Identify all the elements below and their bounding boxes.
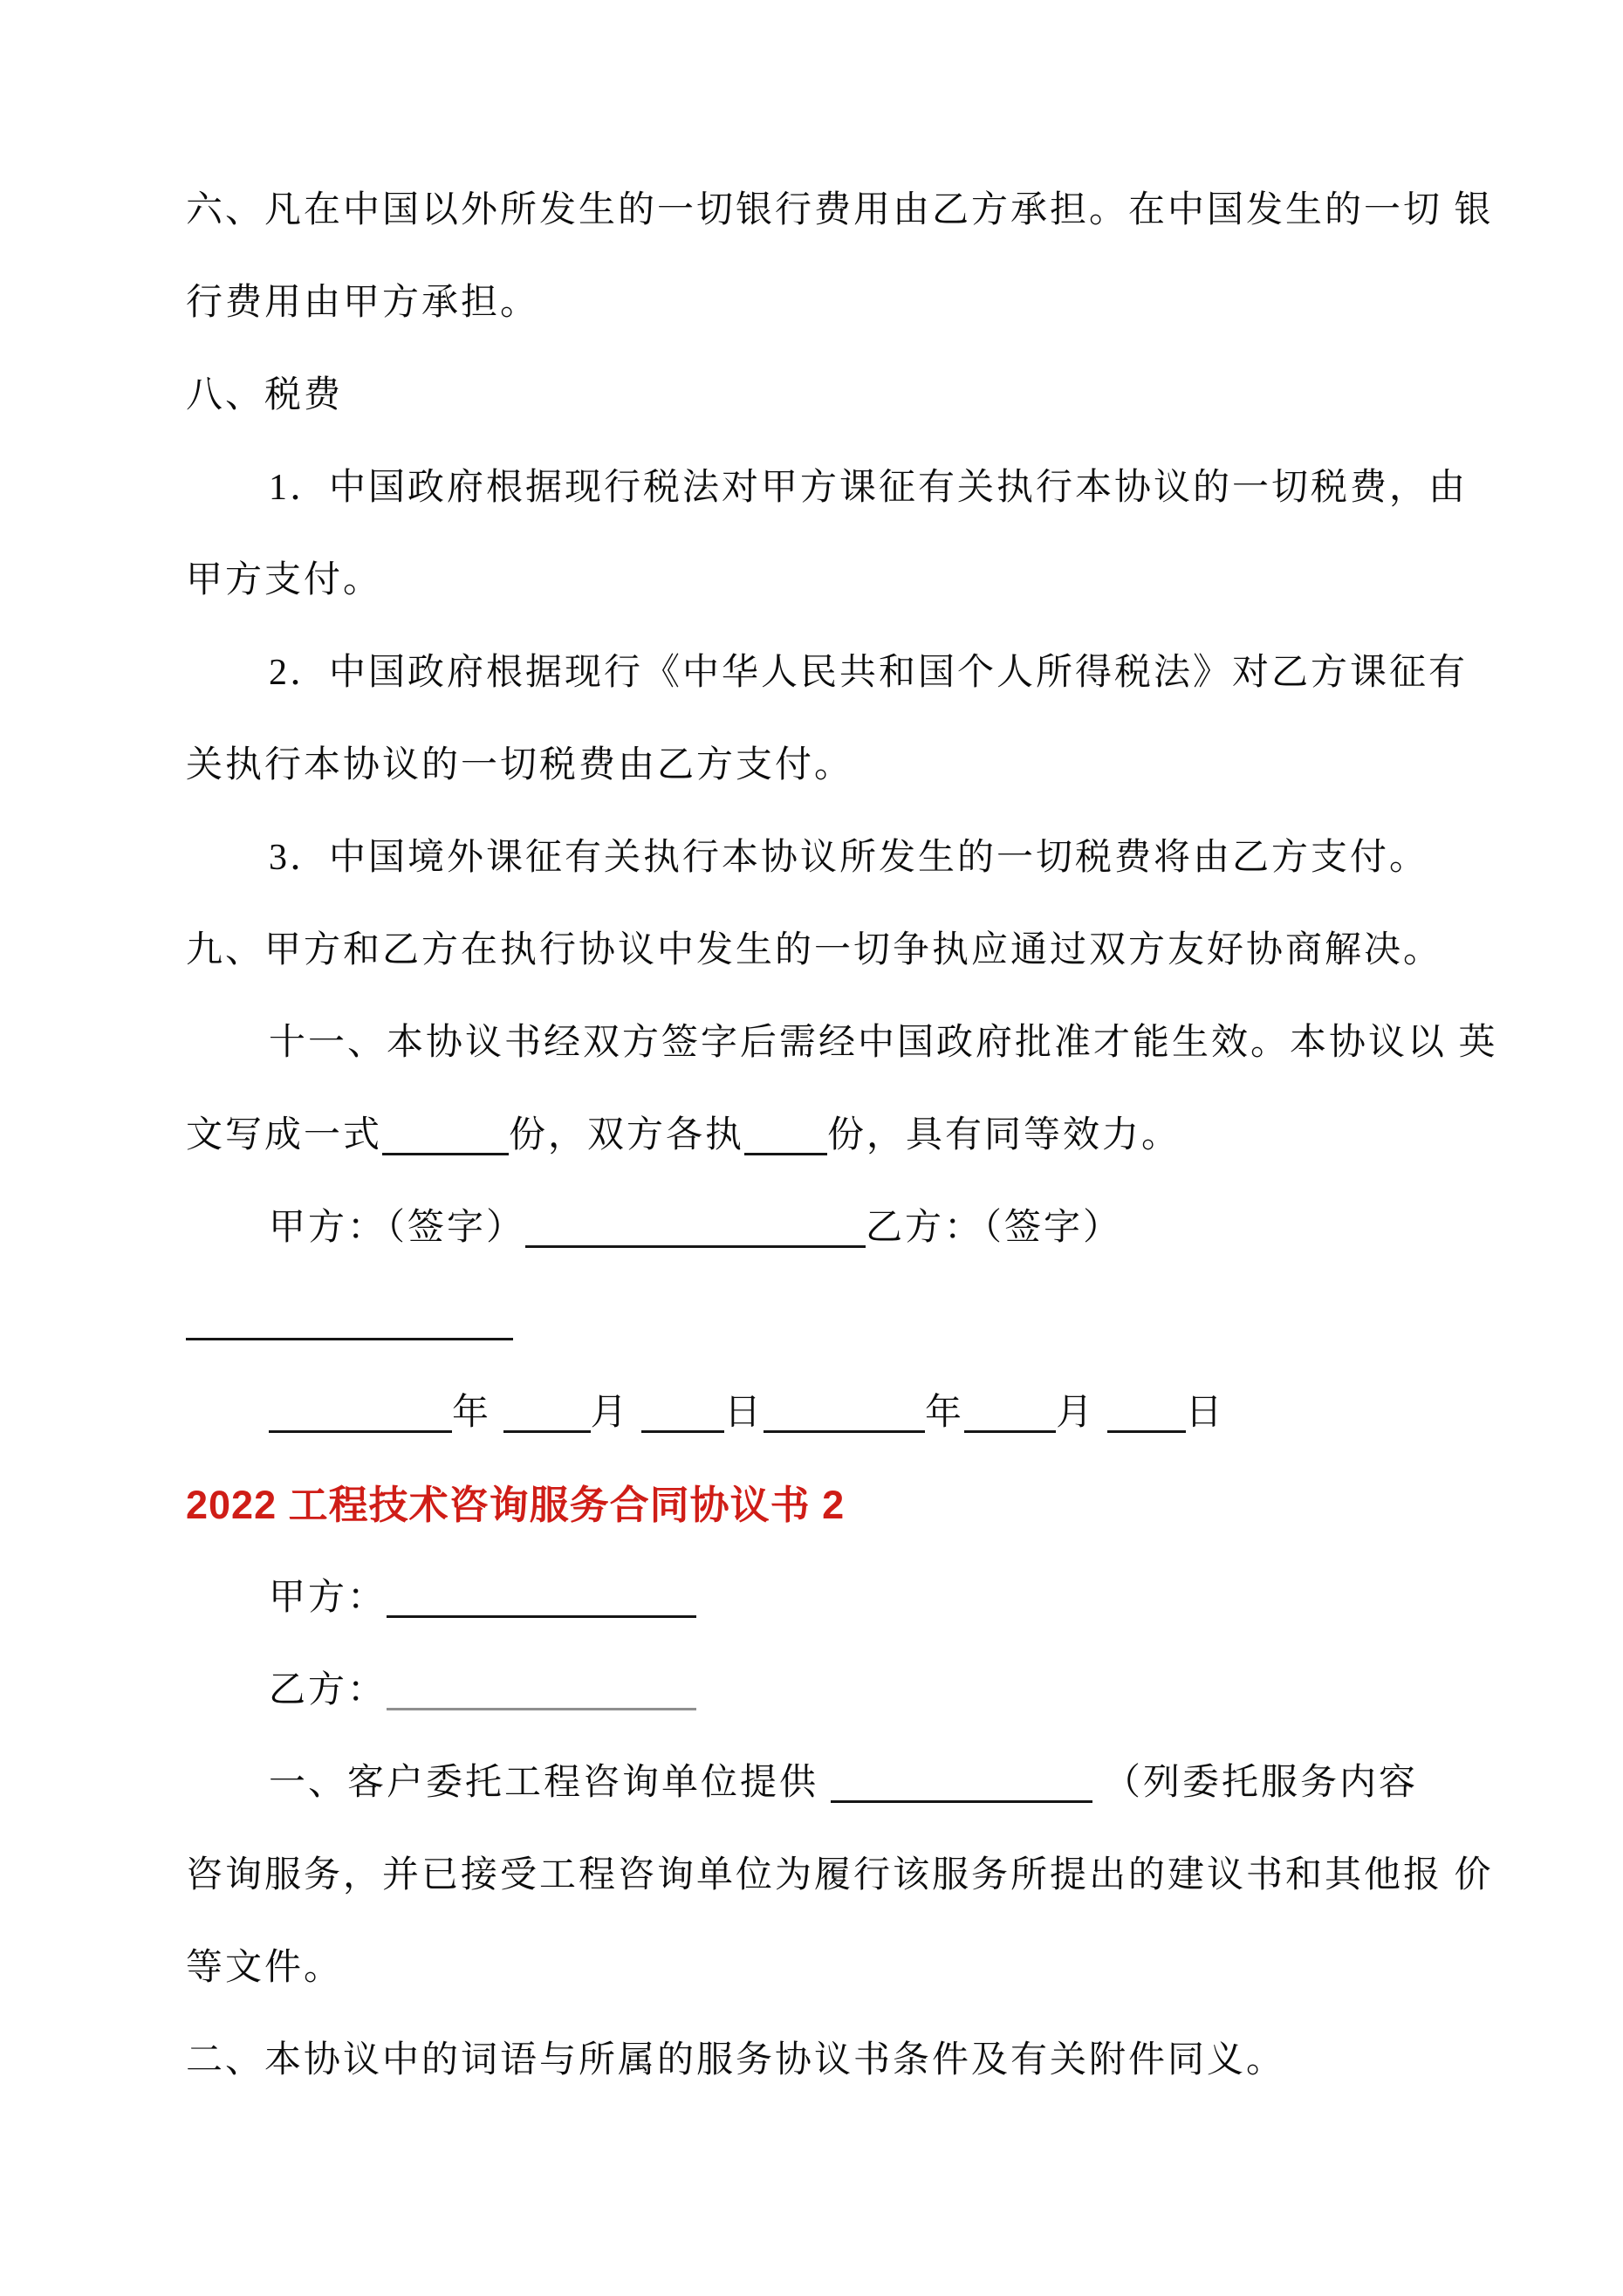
blank-underline [831, 1766, 1092, 1803]
date-line-text-1: 年 [452, 1393, 503, 1433]
clause-6-line2-text-0: 行费用由甲方承担。 [186, 283, 540, 323]
clause-1-line1-text-2: （列委托服务内容 [1092, 1763, 1419, 1803]
blank-underline [964, 1396, 1056, 1433]
date-line-text-11: 日 [1185, 1393, 1225, 1433]
clause-8-item2-line1-text-0: 2．中国政府根据现行《中华人民共和国个人所得税法》对乙方课征有 [269, 653, 1469, 693]
clause-6-line1-text-0: 六、凡在中国以外所发生的一切银行费用由乙方承担。在中国发生的一切 银 [186, 190, 1494, 230]
clause-8-item3 [186, 812, 1527, 904]
blank-underline [525, 1211, 866, 1248]
blank-underline [387, 1581, 696, 1618]
clause-11-line1 [186, 997, 1527, 1089]
blank-underline [186, 1304, 513, 1340]
blank-underline [387, 1674, 696, 1710]
party-b-line-text-0: 乙方： [269, 1670, 387, 1710]
date-line-text-3: 月 [590, 1393, 642, 1433]
clause-1-line2 [186, 1829, 1527, 1922]
date-line [186, 1367, 1527, 1459]
clause-8-item2-line2-text-0: 关执行本协议的一切税费由乙方支付。 [186, 745, 854, 785]
signature-line-text-0: 甲方：（签字） [269, 1208, 526, 1248]
signature-line [186, 1182, 1527, 1274]
clause-8-item1-line1 [186, 442, 1527, 534]
date-line-text-5: 日 [724, 1393, 764, 1433]
clause-11-line2-text-0: 文写成一式 [186, 1115, 383, 1155]
blank-underline [764, 1396, 925, 1433]
clause-8-item2-line2 [186, 719, 1527, 812]
clause-1-line2-text-0: 咨询服务，并已接受工程咨询单位为履行该服务所提出的建议书和其他报 价 [186, 1855, 1494, 1895]
clause-8-item1-line2 [186, 534, 1527, 627]
blank-underline [382, 1119, 509, 1155]
party-a-line [186, 1552, 1527, 1644]
section2-title-text-0: 2022 工程技术咨询服务合同协议书 2 [186, 1483, 846, 1527]
blank-underline [744, 1119, 827, 1155]
clause-8-item1-line1-text-0: 1．中国政府根据现行税法对甲方课征有关执行本协议的一切税费，由 [269, 468, 1469, 508]
clause-8-item2-line1 [186, 627, 1527, 719]
party-b-line [186, 1644, 1527, 1737]
date-line-text-7: 年 [925, 1393, 965, 1433]
signature-line-text-2: 乙方：（签字） [866, 1208, 1123, 1248]
clause-8-heading [186, 349, 1527, 442]
clause-9 [186, 904, 1527, 997]
clause-2-text-0: 二、本协议中的词语与所属的服务协议书条件及有关附件同义。 [186, 2040, 1286, 2080]
clause-8-item1-line2-text-0: 甲方支付。 [186, 560, 383, 600]
clause-1-line3-text-0: 等文件。 [186, 1948, 344, 1988]
party-a-line-text-0: 甲方： [269, 1578, 387, 1618]
blank-underline [503, 1396, 591, 1433]
clause-1-line3 [186, 1922, 1527, 2014]
section2-title [186, 1459, 1527, 1552]
blank-underline [641, 1396, 724, 1433]
blank-underline [269, 1396, 452, 1433]
clause-9-text-0: 九、甲方和乙方在执行协议中发生的一切争执应通过双方友好协商解决。 [186, 930, 1443, 970]
blank-underline [1107, 1396, 1186, 1433]
clause-8-heading-text-0: 八、税费 [186, 375, 344, 415]
clause-11-line2-text-2: 份，双方各执 [509, 1115, 745, 1155]
clause-2 [186, 2014, 1527, 2107]
clause-1-line1 [186, 1737, 1527, 1829]
clause-1-line1-text-0: 一、客户委托工程咨询单位提供 [269, 1763, 831, 1803]
clause-11-line1-text-0: 十一、本协议书经双方签字后需经中国政府批准才能生效。本协议以 英 [269, 1023, 1498, 1063]
clause-11-line2 [186, 1089, 1527, 1182]
signature-underline [186, 1274, 1527, 1367]
date-line-text-9: 月 [1056, 1393, 1107, 1433]
clause-8-item3-text-0: 3．中国境外课征有关执行本协议所发生的一切税费将由乙方支付。 [269, 838, 1429, 878]
clause-11-line2-text-4: 份，具有同等效力。 [827, 1115, 1181, 1155]
clause-6-line1 [186, 164, 1527, 257]
clause-6-line2 [186, 257, 1527, 349]
